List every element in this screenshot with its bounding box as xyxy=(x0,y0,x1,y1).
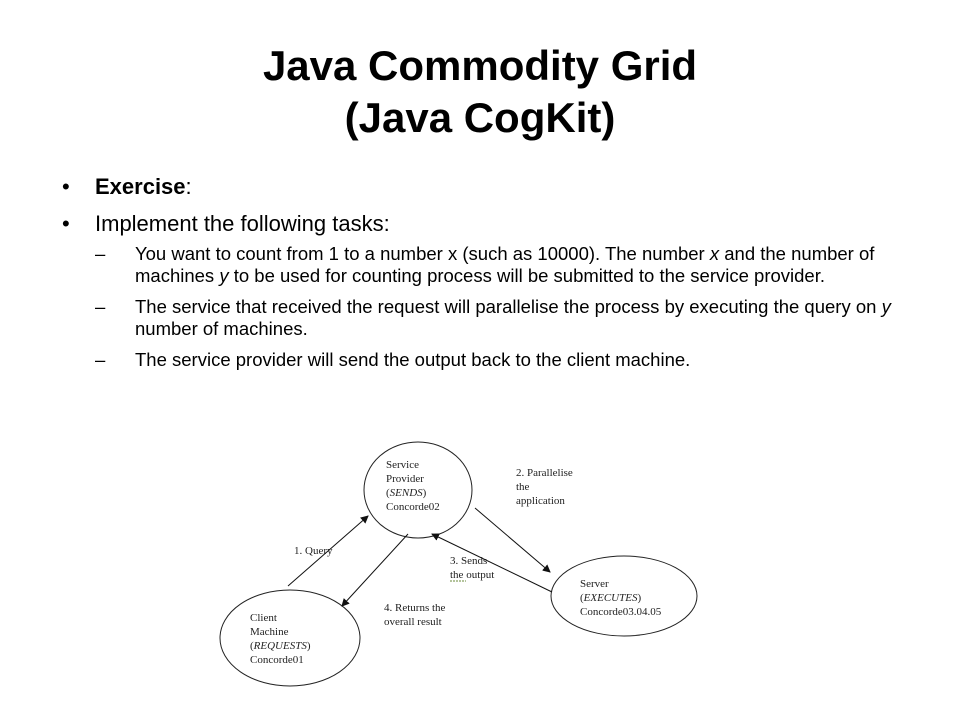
sub-bullet-parallelise xyxy=(95,296,912,340)
service-provider-line-1: Service xyxy=(386,459,419,471)
label-parallelise-1: 2. Parallelise xyxy=(516,467,573,479)
sub1-part1: You want to count from 1 to a number x (such as 10000). The number xyxy=(135,243,710,264)
returns-arrow xyxy=(342,534,408,606)
service-provider-line-4: Concorde02 xyxy=(386,501,440,513)
label-returns-2: overall result xyxy=(384,616,442,628)
server-line-2: (EXECUTES) xyxy=(580,592,642,604)
bullet-dot: • xyxy=(62,174,70,199)
title-line-2: (Java CogKit) xyxy=(344,94,616,141)
sub1-part3: to be used for counting process will be submitted to the service provider. xyxy=(228,265,826,286)
label-returns-1: 4. Returns the xyxy=(384,602,446,614)
bullet-list xyxy=(62,172,912,380)
label-parallelise-2: the xyxy=(516,481,530,493)
sub-bullet-list xyxy=(95,243,912,371)
sub2-y: y xyxy=(881,296,891,317)
client-line-3: (REQUESTS) xyxy=(250,640,311,652)
sub-bullet-dash: – xyxy=(95,296,106,317)
sub-bullet-dash: – xyxy=(95,349,106,370)
sub2-part1: The service that received the request will parallelise the process by executing the query on xyxy=(135,296,882,317)
slide-title xyxy=(0,40,960,144)
sub-bullet-output xyxy=(95,349,912,371)
server-line-3: Concorde03.04.05 xyxy=(580,606,662,618)
client-line-2: Machine xyxy=(250,626,289,638)
grid-diagram xyxy=(200,436,760,696)
service-provider-line-3: (SENDS) xyxy=(386,487,427,499)
sub2-part2: number of machines. xyxy=(135,318,308,339)
sub1-x: x xyxy=(709,243,720,264)
label-sends-2: the output xyxy=(450,569,495,581)
exercise-label: Exercise xyxy=(95,174,186,199)
sub1-y: y xyxy=(219,265,229,286)
sub-bullet-count xyxy=(95,243,912,287)
title-line-1: Java Commodity Grid xyxy=(262,42,698,89)
label-query: 1. Query xyxy=(294,545,333,557)
client-line-1: Client xyxy=(250,612,277,624)
client-node xyxy=(220,590,360,686)
service-provider-line-2: Provider xyxy=(386,473,424,485)
server-line-1: Server xyxy=(580,578,609,590)
bullet-implement xyxy=(62,209,912,371)
bullet-exercise xyxy=(62,172,912,202)
implement-text: Implement the following tasks: xyxy=(95,211,390,236)
client-line-4: Concorde01 xyxy=(250,654,304,666)
sub-bullet-dash: – xyxy=(95,243,106,264)
bullet-dot: • xyxy=(62,211,70,236)
exercise-colon: : xyxy=(185,174,192,199)
sub1-part2: and the number of machines xyxy=(135,243,875,286)
label-parallelise-3: application xyxy=(516,495,565,507)
sub3-text: The service provider will send the output back to the client machine. xyxy=(135,349,691,370)
label-sends-1: 3. Sends xyxy=(450,555,488,567)
